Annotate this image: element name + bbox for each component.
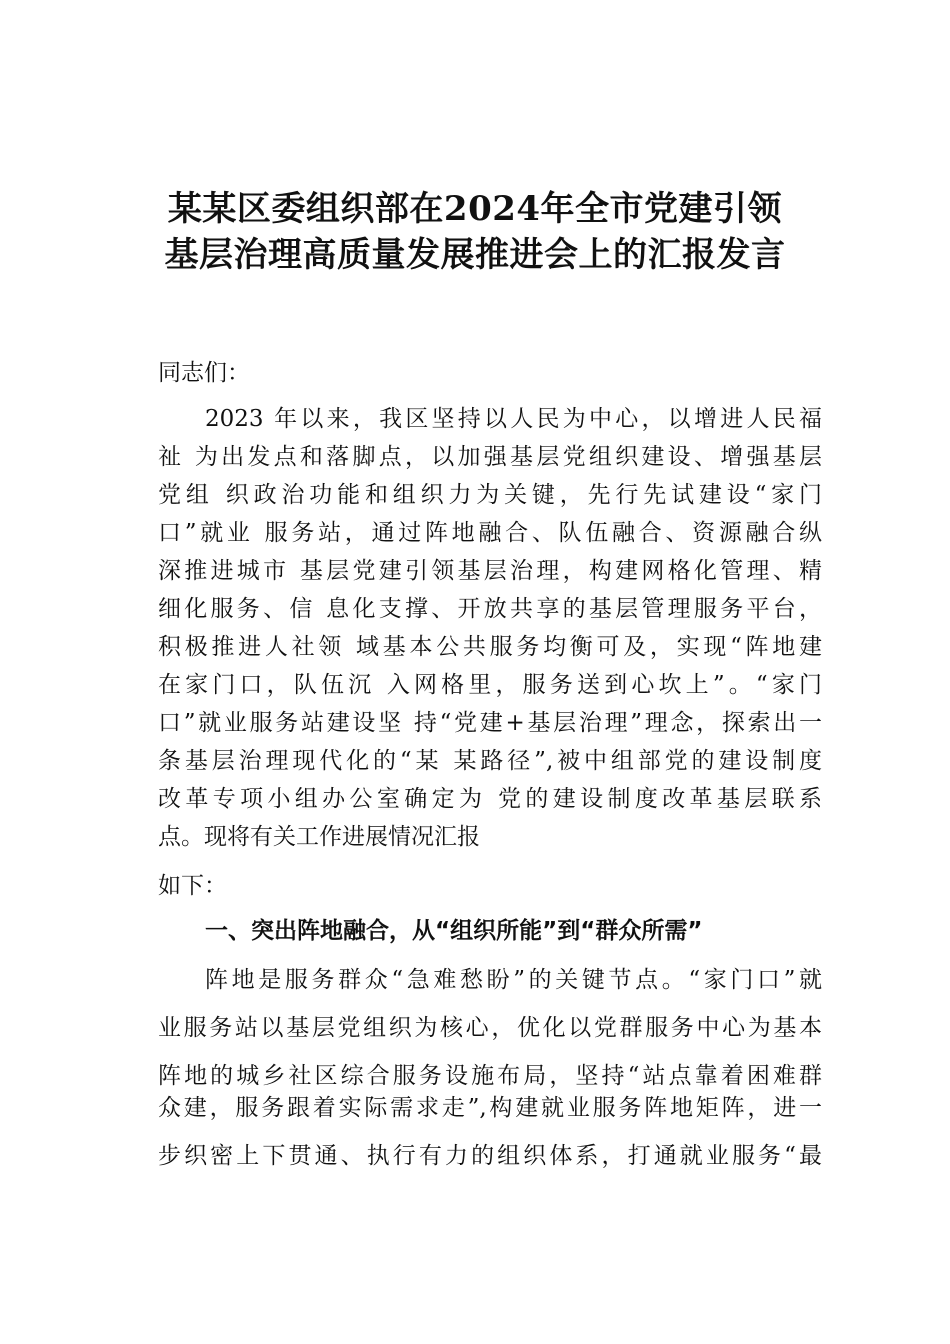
intro-line-6: 细化服务、信 息化支撑、开放共享的基层管理服务平台，	[158, 596, 822, 622]
intro-line-8: 在家门口，队伍沉 入网格里，服务送到心坎上”。“家门	[158, 672, 822, 698]
intro-line-1: 2023 年以来，我区坚持以人民为中心，以增进人民福	[205, 406, 822, 432]
salutation: 同志们：	[158, 360, 250, 386]
intro-line-10: 条基层治理现代化的“某 某路径”,被中组部党的建设制度	[158, 748, 822, 774]
intro-line-7: 积极推进人社领 域基本公共服务均衡可及，实现“阵地建	[158, 634, 822, 660]
section-1-heading: 一、突出阵地融合，从“组织所能”到“群众所需”	[205, 918, 703, 944]
section-1-line-3: 阵地的城乡社区综合服务设施布局，坚持“站点靠着困难群	[158, 1063, 822, 1089]
intro-line-5: 深推进城市 基层党建引领基层治理，构建网格化管理、精	[158, 558, 822, 584]
section-1-line-1: 阵地是服务群众“急难愁盼”的关键节点。“家门口”就	[205, 967, 822, 993]
intro-line-9: 口”就业服务站建设坚 持“党建+基层治理”理念，探索出一	[158, 710, 822, 736]
transition-text: 如下：	[158, 873, 227, 899]
document-title	[0, 186, 950, 278]
intro-line-4: 口”就业 服务站，通过阵地融合、队伍融合、资源融合纵	[158, 520, 822, 546]
section-1-line-4: 众建，服务跟着实际需求走”,构建就业服务阵地矩阵，进一	[158, 1095, 822, 1121]
intro-line-12: 点。现将有关工作进展情况汇报	[158, 824, 480, 850]
intro-line-2: 祉 为出发点和落脚点，以加强基层党组织建设、增强基层	[158, 444, 822, 470]
title-line-1: 某某区委组织部在2024年全市党建引领	[167, 189, 783, 229]
title-line-2: 基层治理高质量发展推进会上的汇报发言	[164, 235, 786, 275]
intro-line-3: 党组 织政治功能和组织力为关键，先行先试建设“家门	[158, 482, 822, 508]
intro-line-11: 改革专项小组办公室确定为 党的建设制度改革基层联系	[158, 786, 822, 812]
section-1-line-2: 业服务站以基层党组织为核心，优化以党群服务中心为基本	[158, 1015, 822, 1041]
section-1-line-5: 步织密上下贯通、执行有力的组织体系，打通就业服务“最	[158, 1143, 822, 1169]
